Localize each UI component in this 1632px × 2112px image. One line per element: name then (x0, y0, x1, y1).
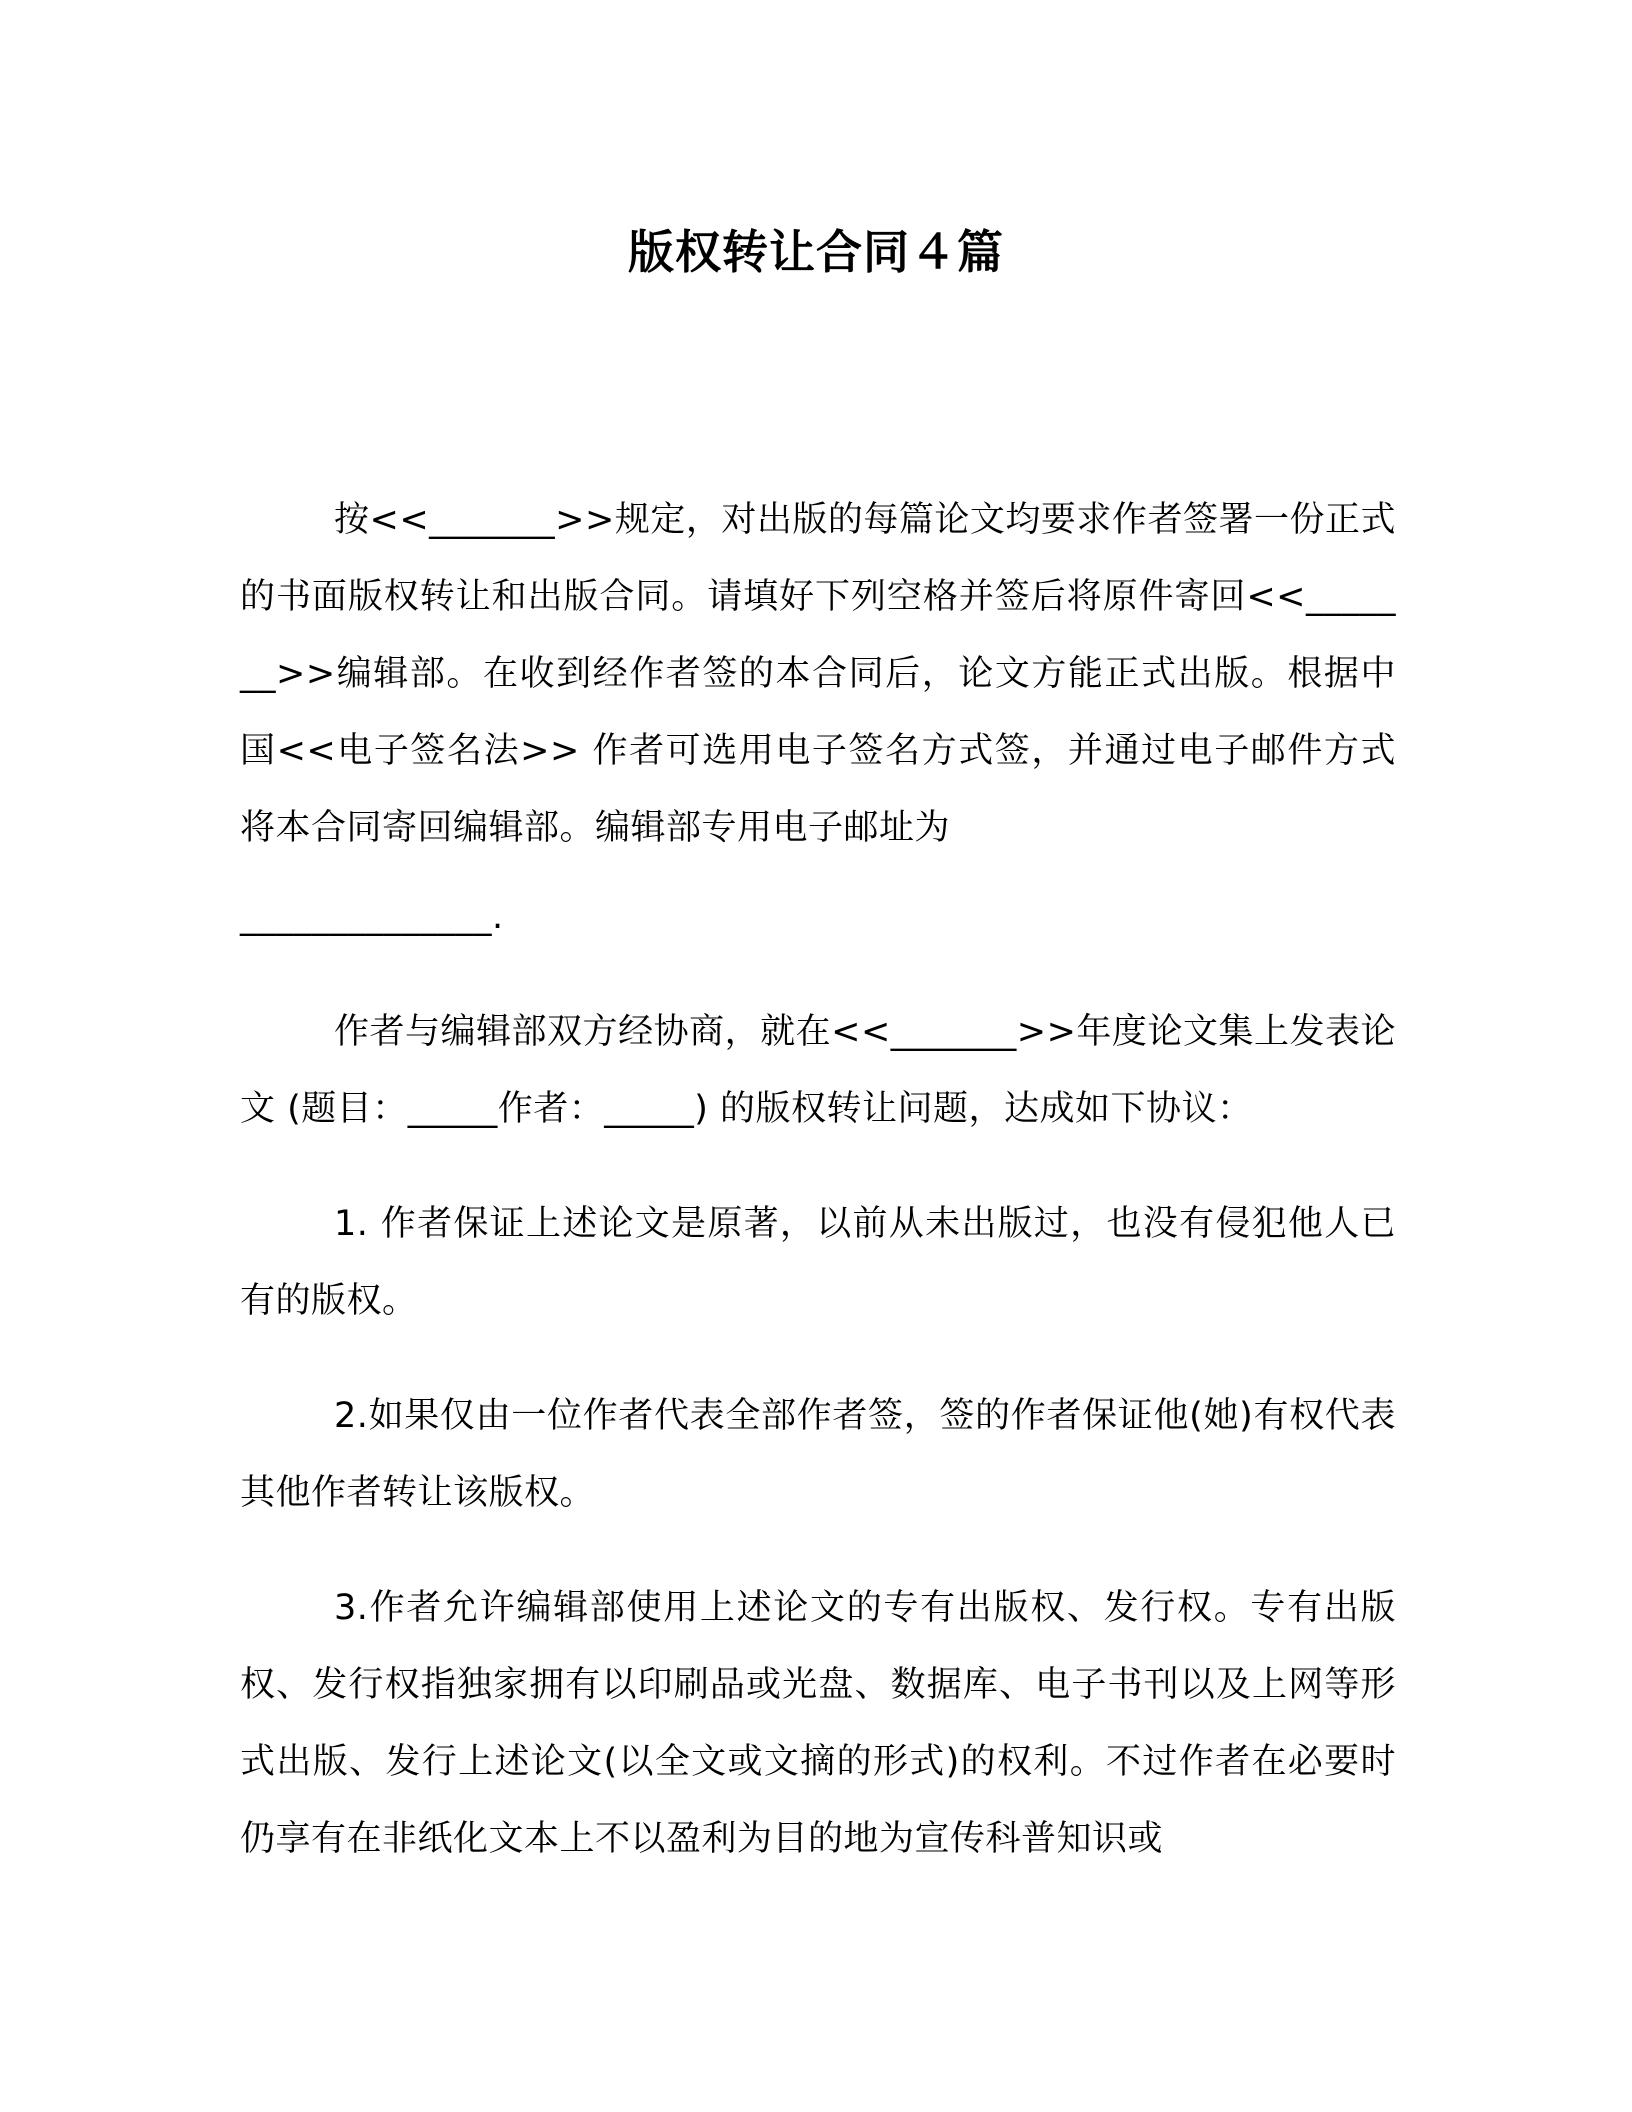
document-body (240, 482, 1396, 1916)
clause-1: 1. 作者保证上述论文是原著，以前从未出版过，也没有侵犯他人已有的版权。 (240, 1204, 1396, 1321)
intro-paragraph: 按<<_______>>规定，对出版的每篇论文均要求作者签署一份正式的书面版权转让和出版合同。请填好下列空格并签后将原件寄回<<_______>>编辑部。在收到经作者签的本合同后，论文方能正式出版。根据中国<<电子签名法>> 作者可选用电子签名方式签，并通过电子邮件方式将本合同寄回编辑部。编辑部专用电子邮址为 (240, 500, 1396, 848)
email-blank-line: ______________. (240, 897, 504, 937)
agreement-paragraph: 作者与编辑部双方经协商，就在<<_______>>年度论文集上发表论文 (题目：_____作者：_____) 的版权转让问题，达成如下协议： (240, 1012, 1396, 1129)
clause-2: 2.如果仅由一位作者代表全部作者签，签的作者保证他(她)有权代表其他作者转让该版权。 (240, 1396, 1396, 1513)
document-title: 版权转让合同４篇 (628, 225, 1004, 279)
clause-3: 3.作者允许编辑部使用上述论文的专有出版权、发行权。专有出版权、发行权指独家拥有以印刷品或光盘、数据库、电子书刊以及上网等形式出版、发行上述论文(以全文或文摘的形式)的权利。不过作者在必要时仍享有在非纸化文本上不以盈利为目的地为宣传科普知识或 (240, 1588, 1396, 1859)
